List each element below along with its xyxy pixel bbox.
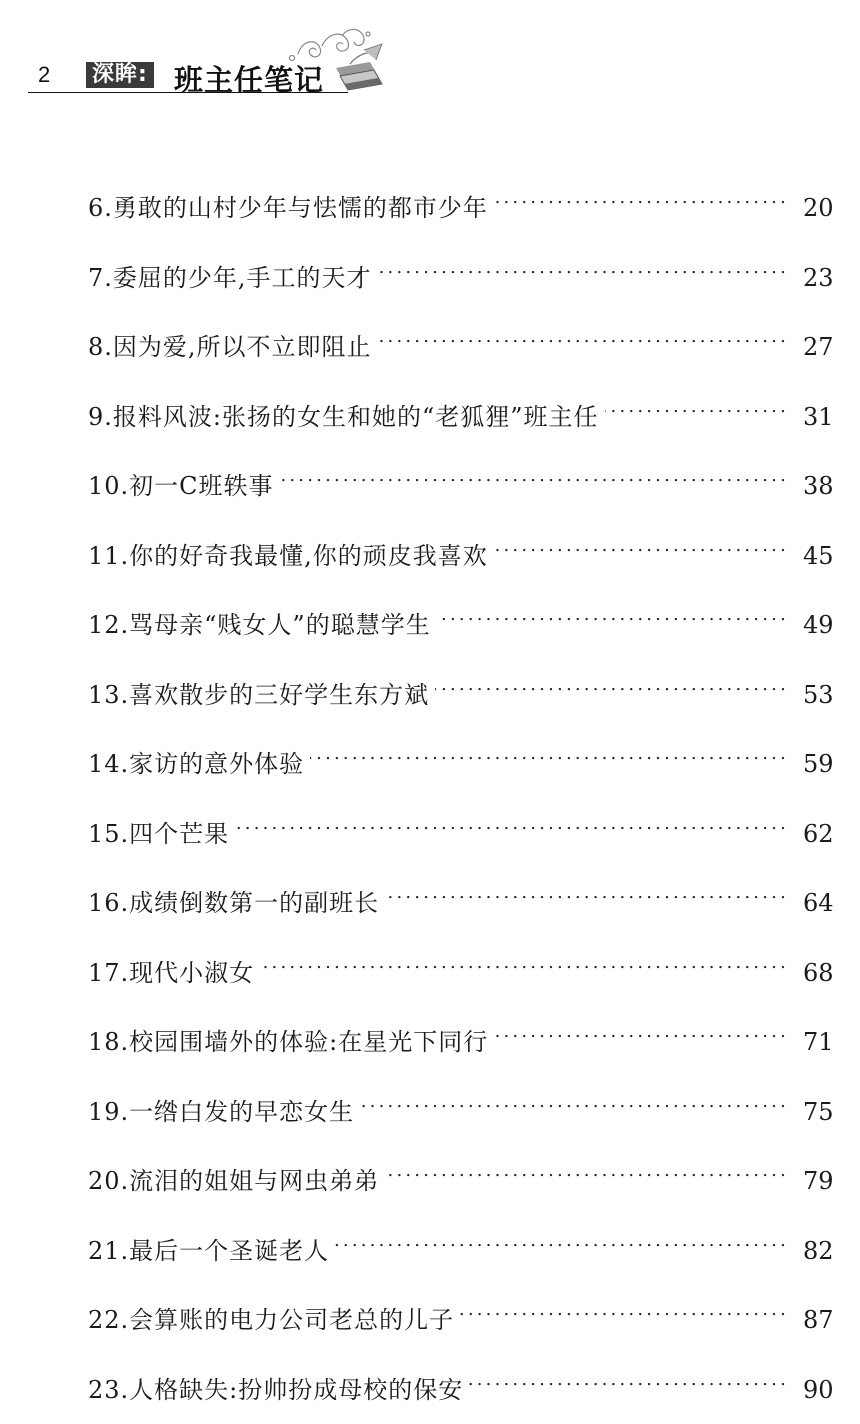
toc-entry-page: 20 xyxy=(803,194,834,222)
toc-entry-page: 59 xyxy=(803,750,834,778)
toc-entry-title: 20.流泪的姐姐与网虫弟弟 xyxy=(88,1167,380,1195)
toc-entry-page: 68 xyxy=(803,958,834,987)
toc-entry-page: 82 xyxy=(803,1236,834,1265)
toc-entry xyxy=(88,524,834,570)
toc-entry-page: 62 xyxy=(803,819,834,848)
toc-entry-page: 31 xyxy=(803,402,834,431)
toc-entry xyxy=(88,246,834,292)
page-header xyxy=(28,48,388,100)
dot-leader xyxy=(605,385,789,425)
dot-leader xyxy=(335,1219,789,1259)
dot-leader xyxy=(494,524,789,564)
toc-entry-title: 13.喜欢散步的三好学生东方斌 xyxy=(88,680,430,709)
toc-entry-title: 19.一绺白发的早恋女生 xyxy=(88,1097,355,1126)
dot-leader xyxy=(435,663,789,703)
toc-entry-title: 18.校园围墙外的体验:在星光下同行 xyxy=(88,1028,489,1056)
page-number: 2 xyxy=(38,62,51,87)
toc-entry xyxy=(88,1358,834,1404)
toc-entry xyxy=(88,1010,834,1056)
toc-entry xyxy=(88,1149,834,1195)
toc-entry xyxy=(88,315,834,361)
series-label: 深眸: xyxy=(86,62,154,88)
toc-entry-title: 21.最后一个圣诞老人 xyxy=(88,1236,330,1265)
dot-leader xyxy=(280,454,789,494)
dot-leader xyxy=(260,941,789,981)
toc-entry-page: 23 xyxy=(803,263,834,292)
toc-entry-title: 12.骂母亲“贱女人”的聪慧学生 xyxy=(88,611,431,639)
toc-entry-title: 22.会算账的电力公司老总的儿子 xyxy=(88,1306,455,1334)
toc-entry-title: 17.现代小淑女 xyxy=(88,958,255,987)
toc-entry-page: 87 xyxy=(803,1306,834,1334)
toc-entry-page: 38 xyxy=(803,472,834,500)
toc-entry xyxy=(88,454,834,500)
toc-entry xyxy=(88,1219,834,1265)
toc-entry-title: 11.你的好奇我最懂,你的顽皮我喜欢 xyxy=(88,541,488,570)
toc-entry xyxy=(88,663,834,709)
dot-leader xyxy=(378,246,789,286)
dot-leader xyxy=(360,1080,789,1120)
toc-entry-title: 16.成绩倒数第一的副班长 xyxy=(88,889,380,917)
toc-entry xyxy=(88,385,834,431)
toc-entry-page: 53 xyxy=(803,680,834,709)
toc-entry xyxy=(88,732,834,778)
book-ornament-icon xyxy=(278,24,388,100)
dot-leader xyxy=(235,802,789,842)
dot-leader xyxy=(310,732,789,772)
dot-leader xyxy=(385,871,789,911)
toc-entry xyxy=(88,871,834,917)
dot-leader xyxy=(494,176,789,216)
dot-leader xyxy=(378,315,789,355)
dot-leader xyxy=(460,1288,789,1328)
toc-entry xyxy=(88,176,834,222)
toc-entry-page: 64 xyxy=(803,889,834,917)
toc-entry-title: 15.四个芒果 xyxy=(88,819,230,848)
toc-entry xyxy=(88,1080,834,1126)
toc-entry-page: 49 xyxy=(803,611,834,639)
toc-entry-title: 9.报料风波:张扬的女生和她的“老狐狸”班主任 xyxy=(88,402,599,431)
dot-leader xyxy=(494,1010,789,1050)
toc-entry-title: 6.勇敢的山村少年与怯懦的都市少年 xyxy=(88,194,488,222)
toc-entry xyxy=(88,941,834,987)
toc-entry-page: 79 xyxy=(803,1167,834,1195)
toc-entry-page: 27 xyxy=(803,333,834,361)
toc-entry-title: 10.初一C班轶事 xyxy=(88,472,274,500)
toc-entry-page: 75 xyxy=(803,1097,834,1126)
toc-entry-page: 71 xyxy=(803,1028,834,1056)
dot-leader xyxy=(385,1149,789,1189)
toc-entry xyxy=(88,802,834,848)
toc-entry-page: 90 xyxy=(803,1375,834,1404)
toc-entry-title: 14.家访的意外体验 xyxy=(88,750,305,778)
toc-entry-page: 45 xyxy=(803,541,834,570)
toc-entry-title: 23.人格缺失:扮帅扮成母校的保安 xyxy=(88,1375,464,1404)
toc-entry xyxy=(88,1288,834,1334)
toc-entry-title: 7.委屈的少年,手工的天才 xyxy=(88,263,372,292)
dot-leader xyxy=(437,593,789,633)
dot-leader xyxy=(469,1358,789,1398)
toc-entry xyxy=(88,593,834,639)
book-title: 班主任笔记 xyxy=(174,63,325,97)
toc-entry-title: 8.因为爱,所以不立即阻止 xyxy=(88,333,372,361)
